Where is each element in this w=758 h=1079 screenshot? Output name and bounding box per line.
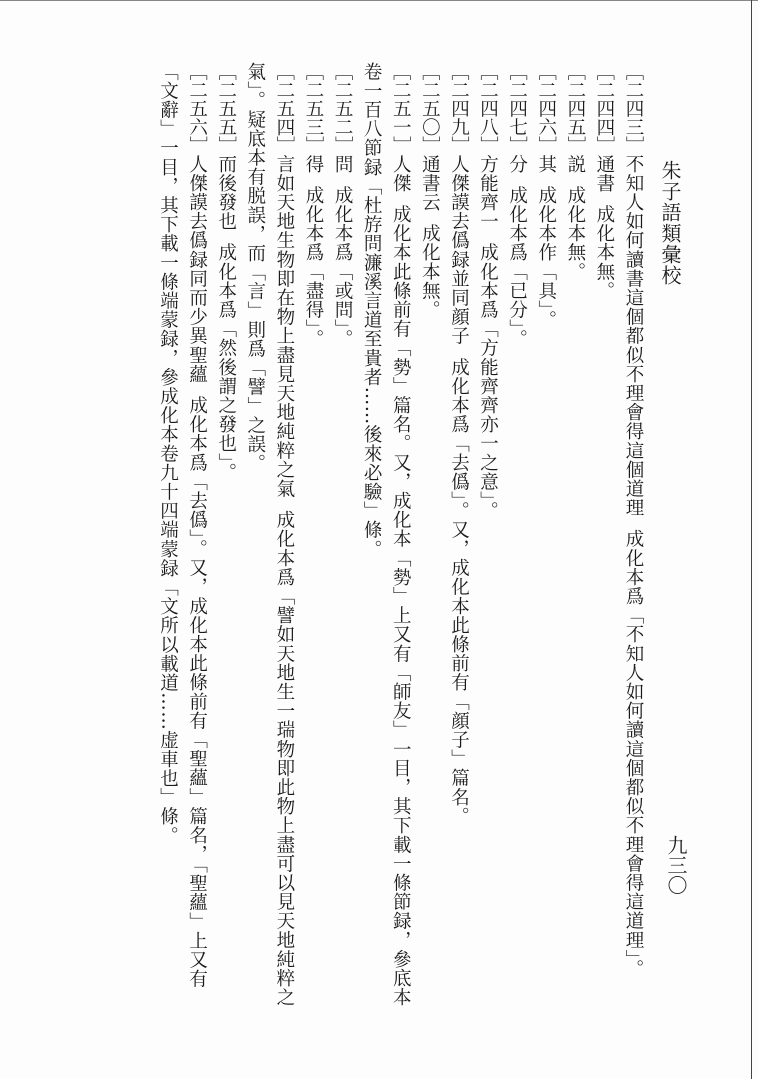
note-number: ［二五四］: [273, 62, 295, 155]
note-text: 得: [302, 154, 324, 174]
note-text: 不知人如何讀書這個都似不理會得這個道理: [623, 154, 644, 518]
note-number: ［二五〇］: [419, 62, 441, 155]
note-text: 其: [535, 154, 557, 174]
note-comment: 成化本此條前有「勢」篇名。又，成化本「勢」上又有「師友」一目，其下載一條節録，參底本卷一百八節録「杜斿問濂溪言道至貴者……後來必驗」條。: [361, 62, 412, 1007]
note-number: ［二五二］: [332, 62, 354, 155]
note-text: 人傑謨去僞録並同顔子: [448, 154, 470, 346]
note-number: ［二五一］: [390, 62, 412, 155]
note-number: ［二四五］: [564, 62, 586, 155]
note-text: 人傑: [390, 154, 412, 193]
note-entry: [473, 62, 502, 1022]
note-text: 而後發也: [215, 154, 237, 231]
note-text: 言如天地生物即在物上盡見天地純粹之氣: [273, 154, 295, 499]
note-number: ［二四四］: [593, 62, 615, 155]
note-entry: [415, 62, 444, 1022]
note-comment: 成化本無。: [419, 223, 441, 320]
note-entry: [590, 62, 619, 1022]
note-entry: [561, 62, 590, 1022]
note-comment: 成化本無。: [593, 204, 615, 301]
note-comment: 成化本爲「不知人如何讀這個都似不理會得這道理」。: [623, 529, 644, 979]
collation-notes: [88, 62, 648, 1022]
note-text: 説: [564, 154, 586, 174]
scan-edge-right: [751, 0, 752, 1079]
note-entry: [299, 62, 328, 1022]
note-number: ［二四八］: [477, 62, 499, 155]
note-number: ［二五六］: [186, 62, 208, 155]
note-text: 方能齊一: [477, 154, 499, 231]
note-comment: 成化本爲「盡得」。: [302, 185, 324, 349]
note-number: ［二五三］: [302, 62, 324, 155]
note-entry: [532, 62, 561, 1022]
page-number: 九三〇: [664, 835, 688, 895]
note-number: ［二四三］: [623, 62, 644, 155]
note-text: 通書云: [419, 154, 441, 212]
note-comment: 成化本爲「譬如天地生一瑞物即此物上盡可以見天地純粹之氣」。疑底本有脱誤，而「言」則爲「譬」之誤。: [244, 62, 295, 1007]
note-entry: [328, 62, 357, 1022]
scan-edge-top: [0, 0, 758, 1]
note-comment: 成化本爲「然後謂之發也」。: [215, 242, 237, 482]
note-entry: [444, 62, 473, 1022]
note-entry: [212, 62, 241, 1022]
note-number: ［二四六］: [535, 62, 557, 155]
note-text: 問: [332, 154, 354, 174]
note-text: 分: [506, 154, 528, 174]
note-number: ［二四九］: [448, 62, 470, 155]
note-entry: [241, 62, 299, 1022]
note-entry: [619, 62, 648, 1022]
note-number: ［二五五］: [215, 62, 237, 155]
note-entry: [357, 62, 415, 1022]
note-comment: 成化本爲「方能齊齊亦一之意」。: [477, 242, 499, 521]
note-comment: 成化本爲「去僞」。又，成化本此條前有「顔子」篇名。: [448, 357, 470, 826]
note-comment: 成化本作「具」。: [535, 185, 557, 330]
note-entry: [153, 62, 211, 1022]
note-comment: 成化本爲「已分」。: [506, 185, 528, 349]
note-comment: 成化本無。: [564, 185, 586, 282]
note-entry: [503, 62, 532, 1022]
note-text: 人傑謨去僞録同而少異聖蘊: [186, 154, 208, 384]
running-head: 朱子語類彙校: [658, 160, 682, 286]
note-number: ［二四七］: [506, 62, 528, 155]
note-comment: 成化本爲「去僞」。又，成化本此條前有「聖蘊」篇名，「聖蘊」上又有「文辭」一目，其下載一條端蒙録，參成化本卷九十四端蒙録「文所以載道……虚車也」條。: [157, 62, 208, 989]
note-comment: 成化本爲「或問」。: [332, 185, 354, 349]
note-text: 通書: [593, 154, 615, 193]
